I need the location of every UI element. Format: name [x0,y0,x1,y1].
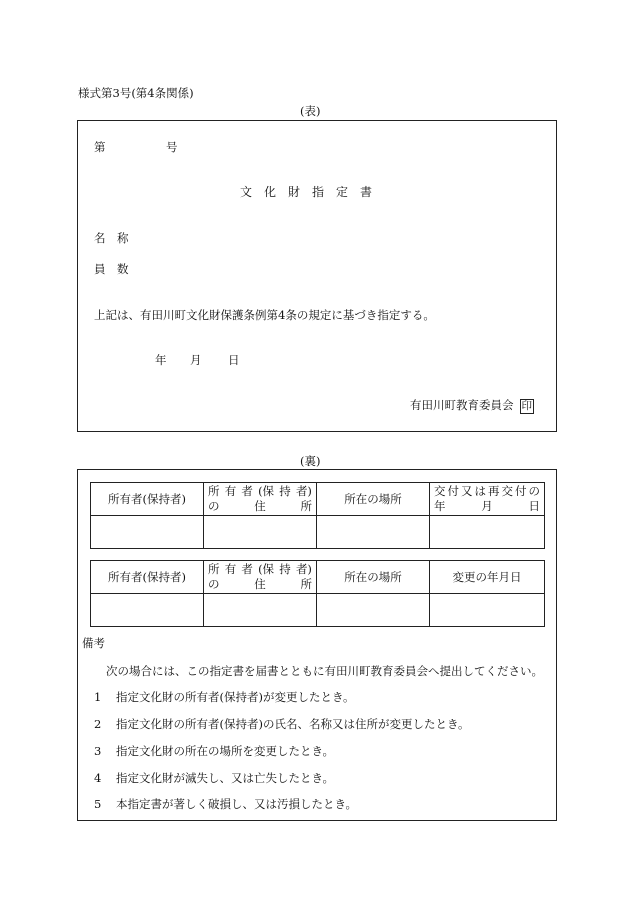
back-heading: (裏) [300,454,321,468]
table-row [91,516,545,549]
remarks-item-text: 指定文化財の所有者(保持者)が変更したとき。 [116,690,355,704]
number-prefix: 第 [94,140,106,154]
remarks-item-text: 本指定書が著しく破損し、又は汚損したとき。 [116,797,358,811]
seal-mark: 印 [521,400,532,412]
date-month: 月 [190,353,202,367]
location-header: 所在の場所 [317,483,430,516]
issue-date-header: 交 付 又 は 再 交 付 の 年 月 日 [430,483,545,516]
change-table [90,560,545,627]
ownership-table [90,482,545,549]
designation-statement: 上記は、有田川町文化財保護条例第4条の規定に基づき指定する。 [94,308,435,322]
table-cell [317,516,430,549]
remarks-item-number: 3 [94,744,102,758]
owner-header: 所有者(保持者) [91,483,204,516]
date-year: 年 [155,353,167,367]
remarks-item [94,716,470,732]
table-cell [91,516,204,549]
table-header-row [91,561,545,594]
remarks-item-text: 指定文化財が滅失し、又は亡失したとき。 [116,771,335,785]
issuer-line [410,397,534,414]
remarks-title: 備考 [82,636,105,650]
count-label: 員 数 [94,262,129,276]
table-cell [204,516,317,549]
remarks-item-number: 2 [94,717,102,731]
table-row [91,594,545,627]
table-cell [204,594,317,627]
table-cell [91,594,204,627]
remarks-item-text: 指定文化財の所在の場所を変更したとき。 [116,744,335,758]
remarks-item-number: 5 [94,797,102,811]
table-cell [430,594,545,627]
owner-header: 所有者(保持者) [91,561,204,594]
remarks-item-text: 指定文化財の所有者(保持者)の氏名、名称又は住所が変更したとき。 [116,717,470,731]
remarks-item [94,796,357,812]
back-certificate-box [77,469,557,821]
front-heading: (表) [300,104,321,118]
number-suffix: 号 [166,140,178,154]
location-header: 所在の場所 [317,561,430,594]
date-day: 日 [228,353,240,367]
remarks-item [94,689,355,705]
name-label: 名 称 [94,231,129,245]
change-date-header: 変更の年月日 [430,561,545,594]
remarks-item-number: 1 [94,690,102,704]
certificate-title: 文 化 財 指 定 書 [240,185,373,199]
owner-address-header: 所 有 者 (保 持 者) の 住 所 [204,561,317,594]
table-header-row [91,483,545,516]
remarks-item [94,743,334,759]
issuer-name: 有田川町教育委員会 [410,398,514,412]
remarks-item-number: 4 [94,771,102,785]
table-cell [430,516,545,549]
form-label: 様式第3号(第4条関係) [78,86,194,100]
front-certificate-box [77,120,557,432]
remarks-intro: 次の場合には、この指定書を届書とともに有田川町教育委員会へ提出してください。 [106,664,543,678]
remarks-item [94,770,334,786]
owner-address-header: 所 有 者 (保 持 者) の 住 所 [204,483,317,516]
table-cell [317,594,430,627]
